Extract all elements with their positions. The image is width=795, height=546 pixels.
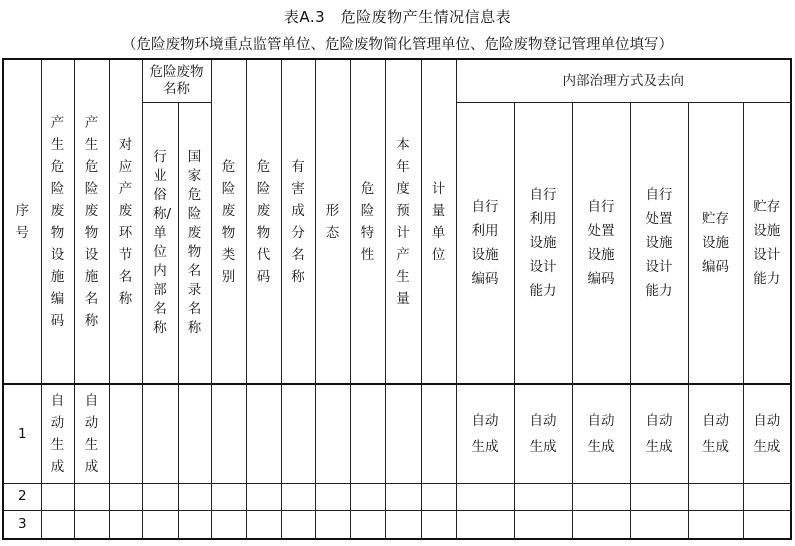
header-harmful: 有害成分名称 xyxy=(281,59,315,384)
cell-storage-capacity: 自动生成 xyxy=(743,384,791,483)
cell-unit xyxy=(421,384,456,483)
table-subtitle: （危险废物环境重点监管单位、危险废物简化管理单位、危险废物登记管理单位填写） xyxy=(122,37,673,53)
header-property: 危险特性 xyxy=(350,59,385,384)
header-process-name: 对应产废环节名称 xyxy=(109,59,142,384)
cell-self-treat-code: 自动生成 xyxy=(572,384,630,483)
cell-code xyxy=(246,384,281,483)
header-industry-name: 行业俗称/单位内部名称 xyxy=(142,102,178,384)
cell-form xyxy=(315,384,350,483)
cell-industry-name xyxy=(142,384,178,483)
cell-self-use-code: 自动生成 xyxy=(456,384,514,483)
cell-process xyxy=(109,384,142,483)
hazardous-waste-table xyxy=(2,58,792,540)
table-row xyxy=(3,384,791,483)
cell-self-use-capacity: 自动生成 xyxy=(514,384,572,483)
header-seq: 序号 xyxy=(3,59,41,384)
table-row xyxy=(3,510,791,539)
header-category: 危险废物类别 xyxy=(211,59,246,384)
header-facility-name: 产生危险废物设施名称 xyxy=(74,59,109,384)
cell-property xyxy=(350,384,385,483)
header-self-use-code: 自行利用设施编码 xyxy=(456,102,514,384)
cell-national-name xyxy=(178,384,211,483)
header-self-use-capacity: 自行利用设施设计能力 xyxy=(514,102,572,384)
header-national-name: 国家危险废物名录名称 xyxy=(178,102,211,384)
cell-category xyxy=(211,384,246,483)
header-unit: 计量单位 xyxy=(421,59,456,384)
cell-seq: 1 xyxy=(3,384,41,483)
header-storage-capacity: 贮存设施设计能力 xyxy=(743,102,791,384)
header-self-treat-capacity: 自行处置设施设计能力 xyxy=(630,102,688,384)
header-code: 危险废物代码 xyxy=(246,59,281,384)
header-hw-name-group: 危险废物名称 xyxy=(142,59,211,102)
cell-annual xyxy=(385,384,421,483)
table-title: 表A.3 危险废物产生情况信息表 xyxy=(283,8,512,26)
table-row xyxy=(3,483,791,510)
cell-facility-code: 自动生成 xyxy=(41,384,74,483)
header-annual: 本年度预计产生量 xyxy=(385,59,421,384)
header-form: 形态 xyxy=(315,59,350,384)
header-facility-code: 产生危险废物设施编码 xyxy=(41,59,74,384)
cell-storage-code: 自动生成 xyxy=(688,384,743,483)
cell-harmful xyxy=(281,384,315,483)
cell-self-treat-capacity: 自动生成 xyxy=(630,384,688,483)
header-internal-group: 内部治理方式及去向 xyxy=(456,59,791,102)
cell-seq: 2 xyxy=(3,483,41,510)
header-self-treat-code: 自行处置设施编码 xyxy=(572,102,630,384)
cell-seq: 3 xyxy=(3,510,41,539)
header-storage-code: 贮存设施编码 xyxy=(688,102,743,384)
cell-facility-name: 自动生成 xyxy=(74,384,109,483)
